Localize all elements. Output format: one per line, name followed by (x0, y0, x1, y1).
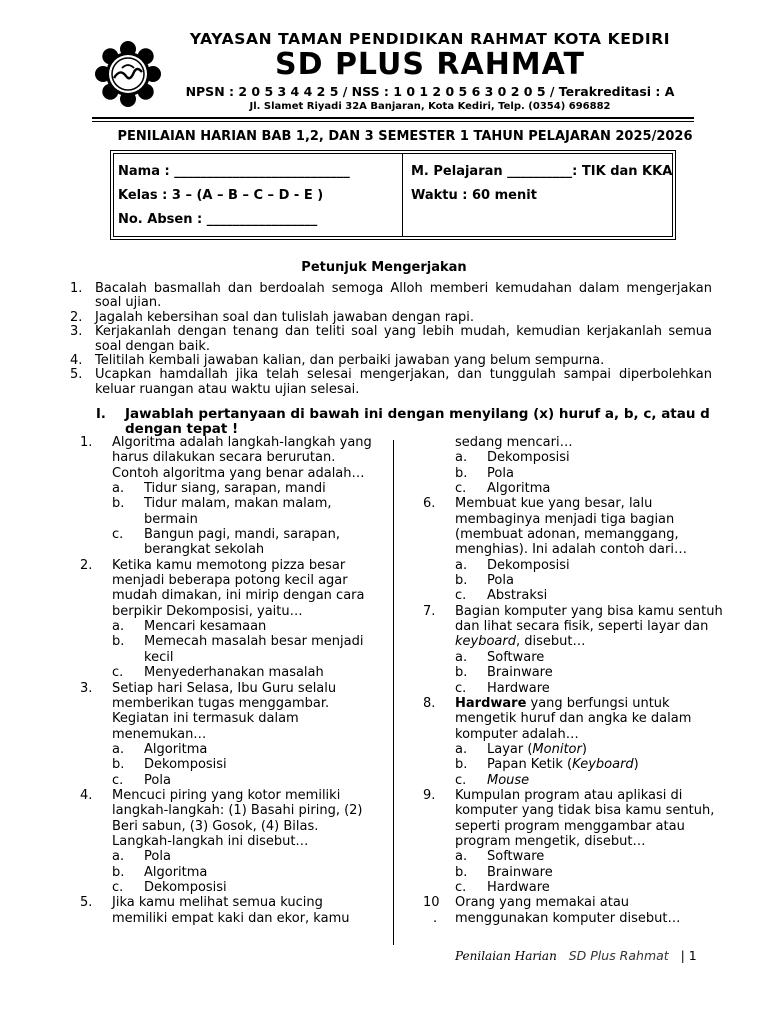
option-7c[interactable]: c. Hardware (455, 680, 550, 696)
question-1: 1. Algoritma adalah langkah-langkah yang harus dilakukan secara berurutan. Contoh algoritma yang benar adalah… (80, 435, 372, 481)
option-3c[interactable]: c. Pola (112, 772, 171, 788)
option-5c[interactable]: c. Algoritma (455, 481, 551, 497)
question-6: 6. Membuat kue yang besar, lalu membaginya menjadi tiga bagian (membuat adonan, memanggang, menghias). Ini adalah contoh dari… (423, 496, 687, 558)
option-4a[interactable]: a. Pola (112, 849, 171, 865)
instruction-item: 1. Bacalah basmallah dan berdoalah semoga Alloh memberi kemudahan dalam mengerjakan soal ujian. (70, 281, 712, 311)
option-8b[interactable]: b. Papan Ketik (Keyboard) (455, 757, 639, 773)
header-rule-thin (92, 121, 694, 122)
question-5: 5. Jika kamu melihat semua kucing memiliki empat kaki dan ekor, kamu (80, 895, 350, 926)
option-2c[interactable]: c. Menyederhanakan masalah (112, 665, 324, 681)
instruction-item: 5. Ucapkan hamdallah jika telah selesai mengerjakan, dan tunggulah sampai diperbolehkan keluar ruangan atau waktu ujian selesai. (70, 367, 712, 397)
left-column (80, 435, 376, 926)
subject-field: M. Pelajaran __________: TIK dan KKA (411, 164, 673, 179)
option-9a[interactable]: a. Software (455, 849, 545, 865)
option-3a[interactable]: a. Algoritma (112, 741, 208, 757)
option-8a[interactable]: a. Layar (Monitor) (455, 741, 587, 757)
header-rule-thick (92, 117, 694, 119)
absent-number-field[interactable]: No. Absen : _________________ (118, 212, 318, 227)
option-1b[interactable]: b. Tidur malam, makan malam, bermain (112, 496, 332, 527)
instructions-title: Petunjuk Mengerjakan (301, 260, 467, 275)
option-8c[interactable]: c. Mouse (455, 772, 530, 788)
option-1a[interactable]: a. Tidur siang, sarapan, mandi (112, 481, 326, 497)
option-2a[interactable]: a. Mencari kesamaan (112, 619, 267, 635)
option-9c[interactable]: c. Hardware (455, 879, 550, 895)
column-divider (393, 440, 394, 945)
right-column (423, 435, 723, 926)
question-3: 3. Setiap hari Selasa, Ibu Guru selalu memberikan tugas menggambar. Kegiatan ini termasuk dalam menemukan… (80, 680, 337, 742)
footer-school: SD Plus Rahmat (568, 948, 669, 963)
option-6b[interactable]: b. Pola (455, 573, 514, 589)
option-9b[interactable]: b. Brainware (455, 864, 553, 880)
footer-label: Penilaian Harian (455, 949, 557, 963)
option-6c[interactable]: c. Abstraksi (455, 588, 548, 604)
section-number: I. (96, 407, 106, 422)
question-10: 10 . Orang yang memakai atau menggunakan komputer disebut… (423, 895, 681, 926)
instruction-item: 2. Jagalah kebersihan soal dan tulislah jawaban dengan rapi. (70, 309, 475, 325)
option-4b[interactable]: b. Algoritma (112, 864, 208, 880)
foundation-name: YAYASAN TAMAN PENDIDIKAN RAHMAT KOTA KEDIRI (189, 30, 671, 48)
instruction-item: 4. Telitilah kembali jawaban kalian, dan perbaiki jawaban yang belum sempurna. (70, 353, 605, 369)
question-9: 9. Kumpulan program atau aplikasi di komputer yang tidak bisa kamu sentuh, seperti program menggambar atau program mengetik, disebut… (423, 787, 715, 849)
time-field: Waktu : 60 menit (411, 188, 537, 203)
option-3b[interactable]: b. Dekomposisi (112, 757, 227, 773)
page-number: | 1 (680, 948, 697, 963)
option-6a[interactable]: a. Dekomposisi (455, 557, 570, 573)
exam-title: PENILAIAN HARIAN BAB 1,2, DAN 3 SEMESTER 1 TAHUN PELAJARAN 2025/2026 (117, 129, 693, 144)
instructions-list (70, 282, 712, 397)
instruction-item: 3. Kerjakanlah dengan tenang dan teliti soal yang lebih mudah, kemudian kerjakanlah semua soal dengan baik. (70, 324, 712, 354)
option-2b[interactable]: b. Memecah masalah besar menjadi kecil (112, 634, 364, 665)
question-7: 7. Bagian komputer yang bisa kamu sentuh dan lihat secara fisik, seperti layar dan keyboard, disebut… (423, 603, 723, 650)
school-ids: NPSN : 2 0 5 3 4 4 2 5 / NSS : 1 0 1 2 0 5 6 3 0 2 0 5 / Terakreditasi : A (185, 84, 675, 99)
school-name: SD PLUS RAHMAT (274, 47, 586, 82)
school-address: Jl. Slamet Riyadi 32A Banjaran, Kota Kediri, Telp. (0354) 696882 (249, 101, 611, 112)
question-4: 4. Mencuci piring yang kotor memiliki langkah-langkah: (1) Basahi piring, (2) Beri sabun, (3) Gosok, (4) Bilas. Langkah-langkah ini disebut… (80, 787, 363, 849)
school-logo (92, 38, 164, 110)
option-7a[interactable]: a. Software (455, 649, 545, 665)
option-5b[interactable]: b. Pola (455, 465, 514, 481)
option-1c[interactable]: c. Bangun pagi, mandi, sarapan, berangkat sekolah (112, 527, 340, 558)
option-7b[interactable]: b. Brainware (455, 665, 553, 681)
question-2: 2. Ketika kamu memotong pizza besar menjadi beberapa potong kecil agar mudah dimakan, ini mirip dengan cara berpikir Dekomposisi, yaitu… (80, 557, 365, 619)
name-field[interactable]: Nama : ___________________________ (118, 164, 350, 179)
option-5a[interactable]: a. Dekomposisi (455, 450, 570, 466)
identity-divider (402, 153, 403, 237)
page-footer (455, 948, 697, 963)
question-5-continued: sedang mencari… (455, 435, 573, 450)
class-field[interactable]: Kelas : 3 – (A – B – C – D - E ) (118, 188, 324, 203)
option-4c[interactable]: c. Dekomposisi (112, 879, 227, 895)
section-title: Jawablah pertanyaan di bawah ini dengan menyilang (x) huruf a, b, c, atau d dengan tepat ! (125, 406, 710, 437)
question-8: 8. Hardware yang berfungsi untuk mengetik huruf dan angka ke dalam komputer adalah… (423, 695, 692, 742)
